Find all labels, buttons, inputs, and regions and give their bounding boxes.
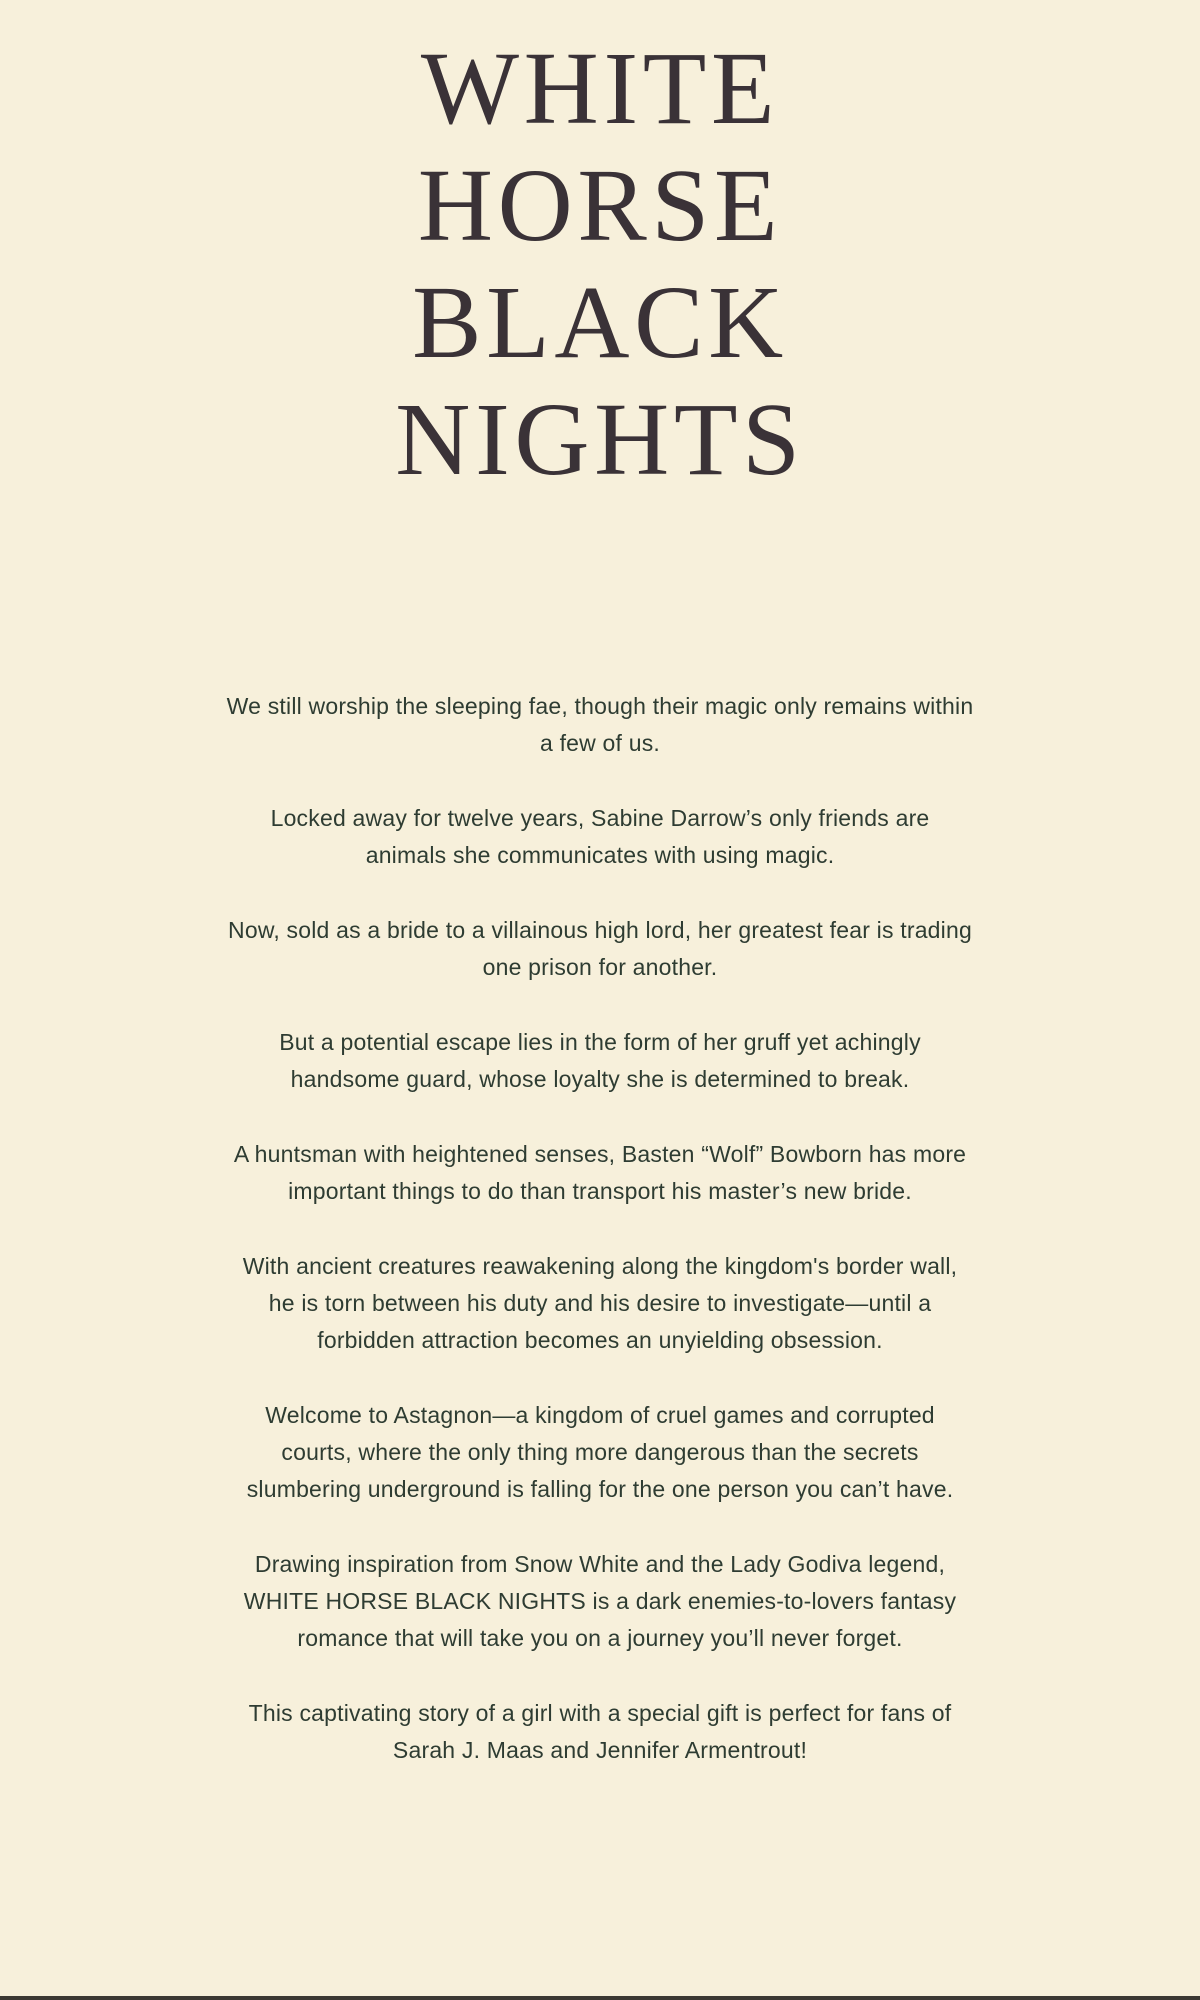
- blurb-line: Locked away for twelve years, Sabine Darrow’s only friends are: [270, 805, 930, 831]
- blurb-paragraph: [110, 1397, 1090, 1508]
- blurb-line: one prison for another.: [482, 954, 718, 980]
- blurb-line: important things to do than transport his master’s new bride.: [288, 1178, 912, 1204]
- blurb-paragraph: [110, 1024, 1090, 1098]
- book-title-line: WHITE: [420, 31, 780, 146]
- blurb-line: animals she communicates with using magic.: [365, 842, 835, 868]
- blurb-line: slumbering underground is falling for the one person you can’t have.: [246, 1476, 954, 1502]
- blurb-line: handsome guard, whose loyalty she is determined to break.: [290, 1066, 910, 1092]
- blurb-line: a few of us.: [539, 730, 661, 756]
- blurb-line: WHITE HORSE BLACK NIGHTS is a dark enemies-to-lovers fantasy: [243, 1588, 957, 1614]
- blurb-paragraph: [110, 1546, 1090, 1657]
- blurb-line: Now, sold as a bride to a villainous high lord, her greatest fear is trading: [228, 917, 972, 943]
- blurb-line: Drawing inspiration from Snow White and the Lady Godiva legend,: [254, 1551, 946, 1577]
- blurb-paragraph: [110, 688, 1090, 762]
- blurb-line: We still worship the sleeping fae, though their magic only remains within: [226, 693, 974, 719]
- blurb-paragraph: [110, 1136, 1090, 1210]
- blurb-line: With ancient creatures reawakening along the kingdom's border wall,: [242, 1253, 958, 1279]
- book-title: [0, 0, 1200, 498]
- blurb-line: Welcome to Astagnon—a kingdom of cruel games and corrupted: [265, 1402, 935, 1428]
- blurb-line: courts, where the only thing more dangerous than the secrets: [281, 1439, 919, 1465]
- blurb-line: A huntsman with heightened senses, Basten “Wolf” Bowborn has more: [233, 1141, 967, 1167]
- blurb-paragraph: [110, 1248, 1090, 1359]
- blurb-line: he is torn between his duty and his desire to investigate—until a: [268, 1290, 932, 1316]
- book-title-line: HORSE: [417, 148, 783, 263]
- blurb-line: romance that will take you on a journey you’ll never forget.: [297, 1625, 903, 1651]
- blurb-line: This captivating story of a girl with a special gift is perfect for fans of: [248, 1700, 952, 1726]
- book-title-line: NIGHTS: [395, 382, 805, 497]
- blurb-line: forbidden attraction becomes an unyielding obsession.: [317, 1327, 883, 1353]
- blurb-line: Sarah J. Maas and Jennifer Armentrout!: [392, 1737, 808, 1763]
- bottom-edge-bar: [0, 1996, 1200, 2000]
- book-title-line: BLACK: [412, 265, 788, 380]
- blurb-paragraph: [110, 1695, 1090, 1769]
- book-blurb: [110, 688, 1090, 1769]
- blurb-paragraph: [110, 800, 1090, 874]
- blurb-paragraph: [110, 912, 1090, 986]
- blurb-line: But a potential escape lies in the form of her gruff yet achingly: [279, 1029, 921, 1055]
